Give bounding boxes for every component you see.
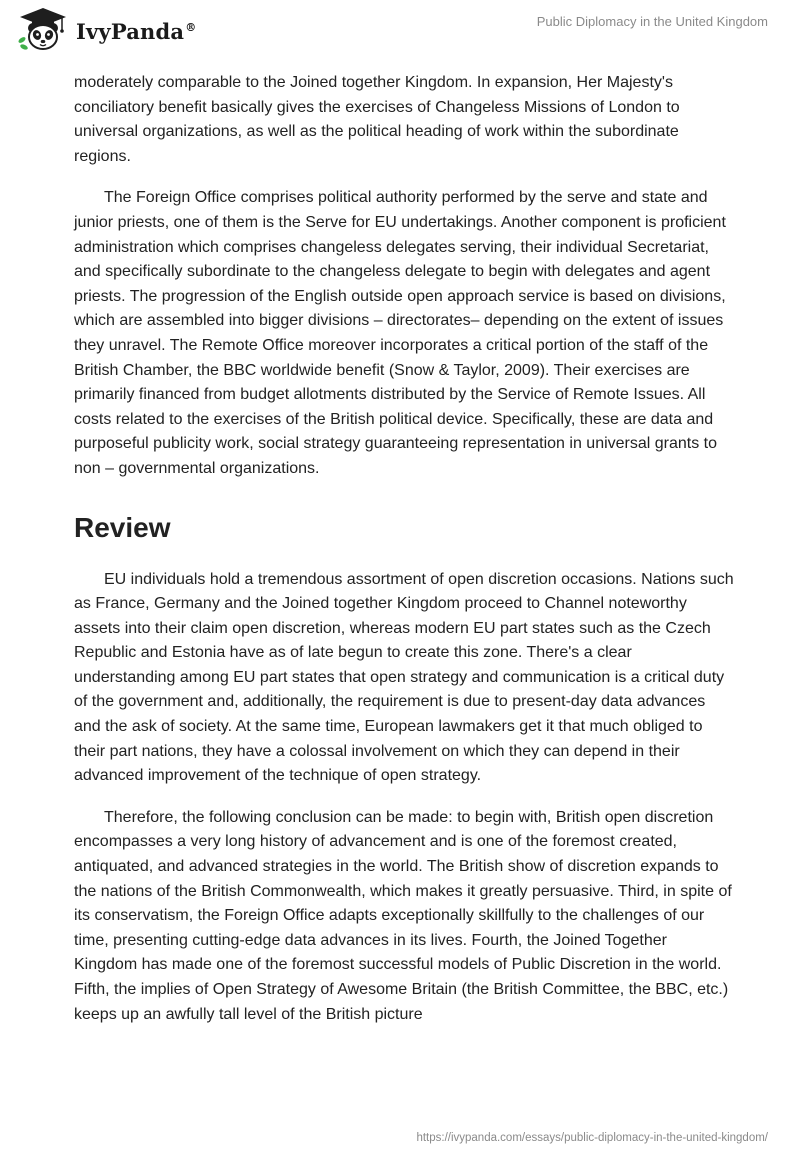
ivypanda-logo[interactable] [16,6,196,52]
body-paragraph: Therefore, the following conclusion can be made: to begin with, British open discretion encompasses a very long history of advancement and is one of the foremost created, antiquated, and advanced strategies in the world. The British show of discretion expands to the nations of the British Commonwealth, which makes it greatly persuasive. Third, in spite of its conservatism, the Foreign Office adapts exceptionally skillfully to the challenges of our time, presenting cutting-edge data advances in its lives. Fourth, the Joined Together Kingdom has made one of the foremost successful models of Public Discretion in the world. Fifth, the implies of Open Strategy of Awesome Britain (the British Committee, the BBC, etc.) keeps up an awfully tall level of the British picture [74,808,732,1023]
section-heading-review: Review [74,511,171,543]
body-paragraph: The Foreign Office comprises political authority performed by the serve and state and junior priests, one of them is the Serve for EU undertakings. Another component is proficient administration which comprises changeless delegates serving, their individual Secretariat, and specifically subordinate to the changeless delegate to begin with delegates and agent priests. The progression of the English outside open approach service is based on divisions, which are assembled into bigger divisions – directorates– depending on the extent of issues they unravel. The Remote Office moreover incorporates a critical portion of the staff of the British Chamber, the BBC worldwide benefit (Snow & Taylor, 2009). Their exercises are primarily financed from budget allotments distributed by the Service of Remote Issues. All costs related to the exercises of the British political device. Specifically, these are data and purposeful publicity work, social strategy guaranteeing representation in universal grants to non – governmental organizations. [74,189,726,477]
page-header [0,0,800,60]
essay-content [74,71,734,1027]
panda-graduate-icon [16,6,70,52]
brand-name: IvyPanda® [76,18,197,44]
source-url-link[interactable]: https://ivypanda.com/essays/public-diplomacy-in-the-united-kingdom/ [416,1132,768,1144]
document-title: Public Diplomacy in the United Kingdom [536,14,768,29]
body-paragraph: EU individuals hold a tremendous assortment of open discretion occasions. Nations such as France, Germany and the Joined together Kingdom proceed to Channel noteworthy assets into their claim open discretion, whereas modern EU part states such as the Czech Republic and Estonia have as of late begun to create this zone. There's a clear understanding among EU part states that open strategy and communication is a critical duty of the government and, additionally, the requirement is due to present-day data advances and the ask of society. At the same time, European lawmakers get it that much obliged to their part nations, they have a colossal involvement on which they can depend in their advanced improvement of the technique of open strategy. [74,570,734,785]
body-paragraph: moderately comparable to the Joined together Kingdom. In expansion, Her Majesty's conciliatory benefit basically gives the exercises of Changeless Missions of London to universal organizations, as well as the political heading of work within the subordinate regions. [74,74,680,165]
registered-mark: ® [185,20,197,34]
